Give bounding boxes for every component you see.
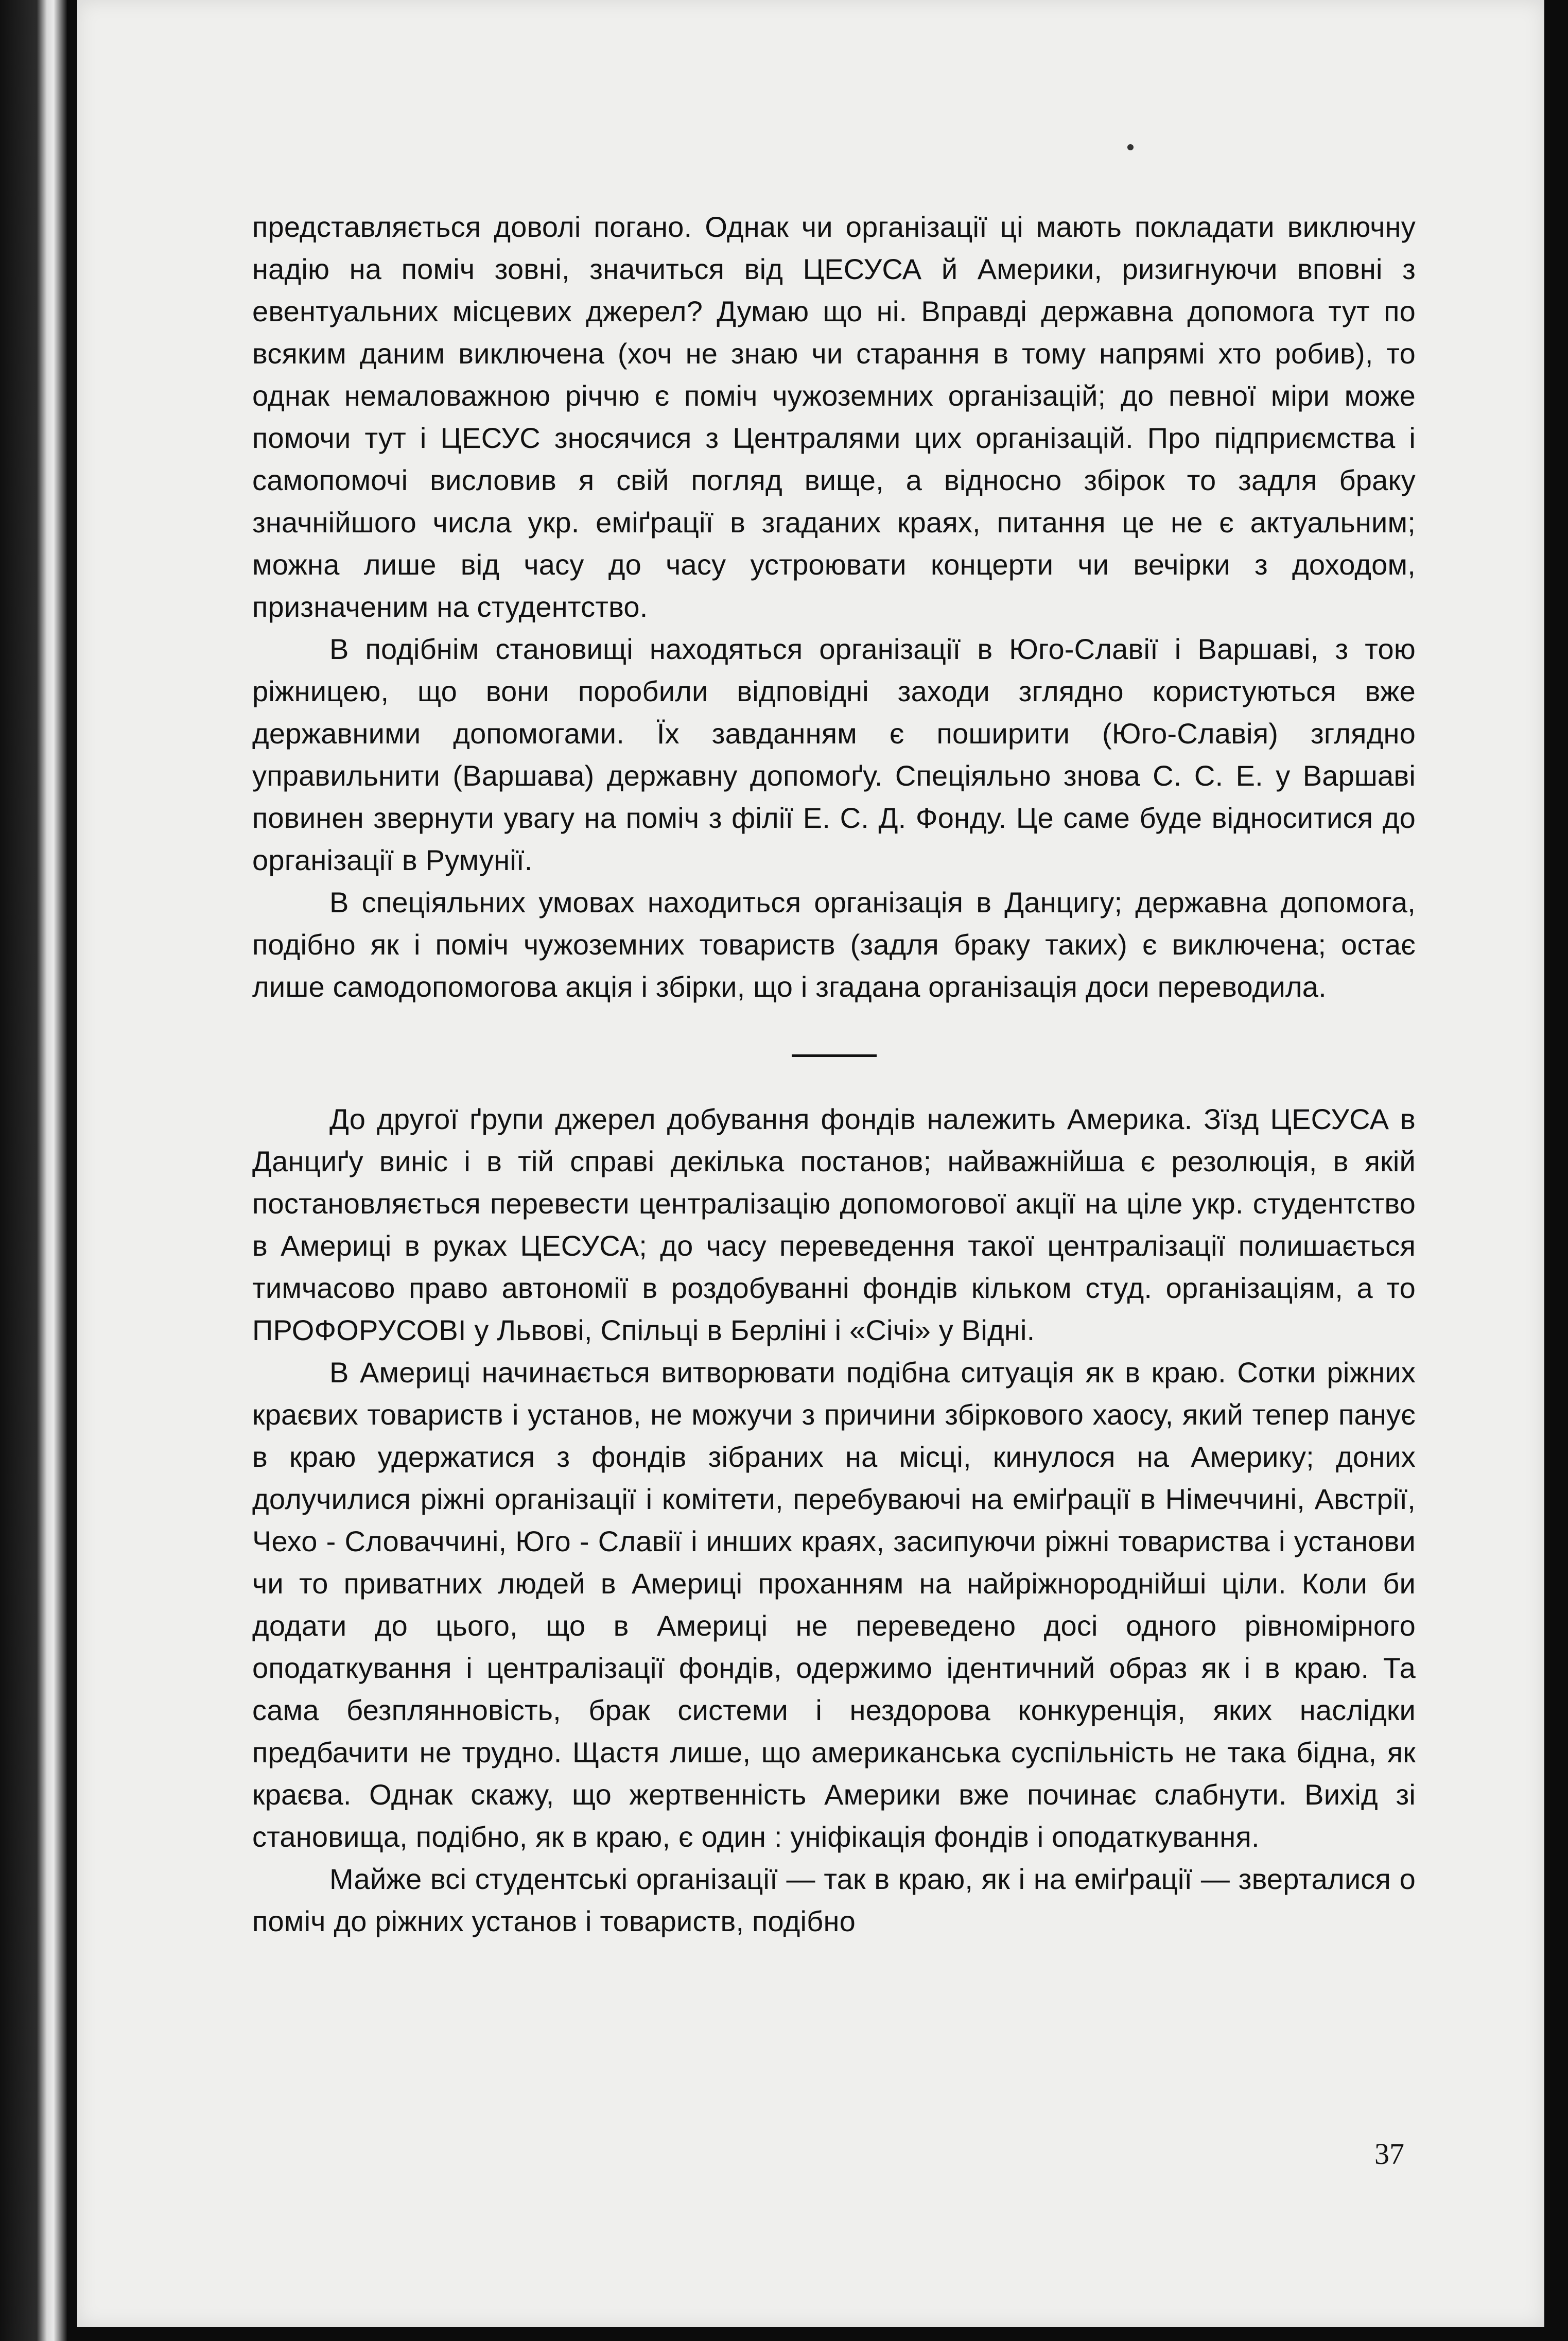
paragraph: В подібнім становищі находяться організації в Юго-Славії і Варшаві, з тою ріжницею, що вони поробили відповідні заходи зглядно користуються вже державними допомогами. Їх завданням є поширити (Юго-Славія) зглядно управильнити (Варшава) державну допомоґу. Спеціяльно знова С. С. Е. у Варшаві повинен звернути увагу на поміч з філії Е. С. Д. Фонду. Це саме буде відноситися до організації в Румунії.	[252, 633, 1416, 876]
paragraph: представляється доволі погано. Однак чи організації ці мають покладати виключну надію на поміч зовні, значиться від ЦЕСУСА й Америки, ризигнуючи вповні з евентуальних місцевих джерел? Думаю що ні. Вправді державна допомога тут по всяким даним виключена (хоч не знаю чи старання в тому напрямі хто робив), то однак немаловажною річчю є поміч чужоземних організацій; до певної міри може помочи тут і ЦЕСУС зносячися з Централями цих організацій. Про підприємства і самопомочі висловив я свій погляд вище, а відносно збірок то задля браку значнійшого числа укр. еміґрації в згаданих краях, питання це не є актуальним; можна лише від часу до часу устроювати концерти чи вечірки з доходом, призначеним на студентство.	[252, 211, 1416, 623]
print-speck	[1127, 144, 1134, 150]
paragraph: В Америці начинається витворювати подібна ситуація як в краю. Сотки ріжних краєвих товариств і установ, не можучи з причини збіркового хаосу, який тепер панує в краю удержатися з фондів зібраних на місці, кинулося на Америку; доних долучилися ріжні організації і комітети, перебуваючі на еміґрації в Німеччині, Австрії, Чехо - Словаччині, Юго - Славії і инших краях, засипуючи ріжні товариства і установи чи то приватних людей в Америці проханням на найріжнороднійші ціли. Коли би додати до цього, що в Америці не переведено досі одного рівномірного оподаткування і централізації фондів, одержимо ідентичний образ як і в краю. Та сама безплянновість, брак системи і нездорова конкуренція, яких наслідки предбачити не трудно. Щастя лише, що американська суспільність не така бідна, як краєва. Однак скажу, що жертвенність Америки вже починає слабнути. Вихід зі становища, подібно, як в краю, є один : уніфікація фондів і оподаткування.	[252, 1356, 1416, 1853]
adjacent-page-edge	[0, 0, 67, 2341]
book-page	[77, 0, 1544, 2327]
paragraph: В спеціяльних умовах находиться організація в Данцигу; державна допомога, подібно як і поміч чужоземних товариств (задля браку таких) є виключена; остає лише самодопомогова акція і збірки, що і згадана організація доси переводила.	[252, 886, 1416, 1003]
paragraph: До другої ґрупи джерел добування фондів належить Америка. Зїзд ЦЕСУСА в Данциґу виніс і в тій справі декілька постанов; найважнійша є резолюція, в якій постановляється перевести централізацію допомогової акції на ціле укр. студентство в Америці в руках ЦЕСУСА; до часу переведення такої централізації полишається тимчасово право автономії в роздобуванні фондів кільком студ. організаціям, а то ПРОФОРУСОВІ у Львові, Спільці в Берліні і «Січі» у Відні.	[252, 1103, 1416, 1346]
section-divider	[792, 1054, 877, 1057]
paragraph: Майже всі студентські організації — так в краю, як і на еміґрації — зверталися о поміч до ріжних установ і товариств, подібно	[252, 1863, 1416, 1937]
page-number: 37	[1374, 2137, 1404, 2171]
page-text	[252, 206, 1416, 1943]
